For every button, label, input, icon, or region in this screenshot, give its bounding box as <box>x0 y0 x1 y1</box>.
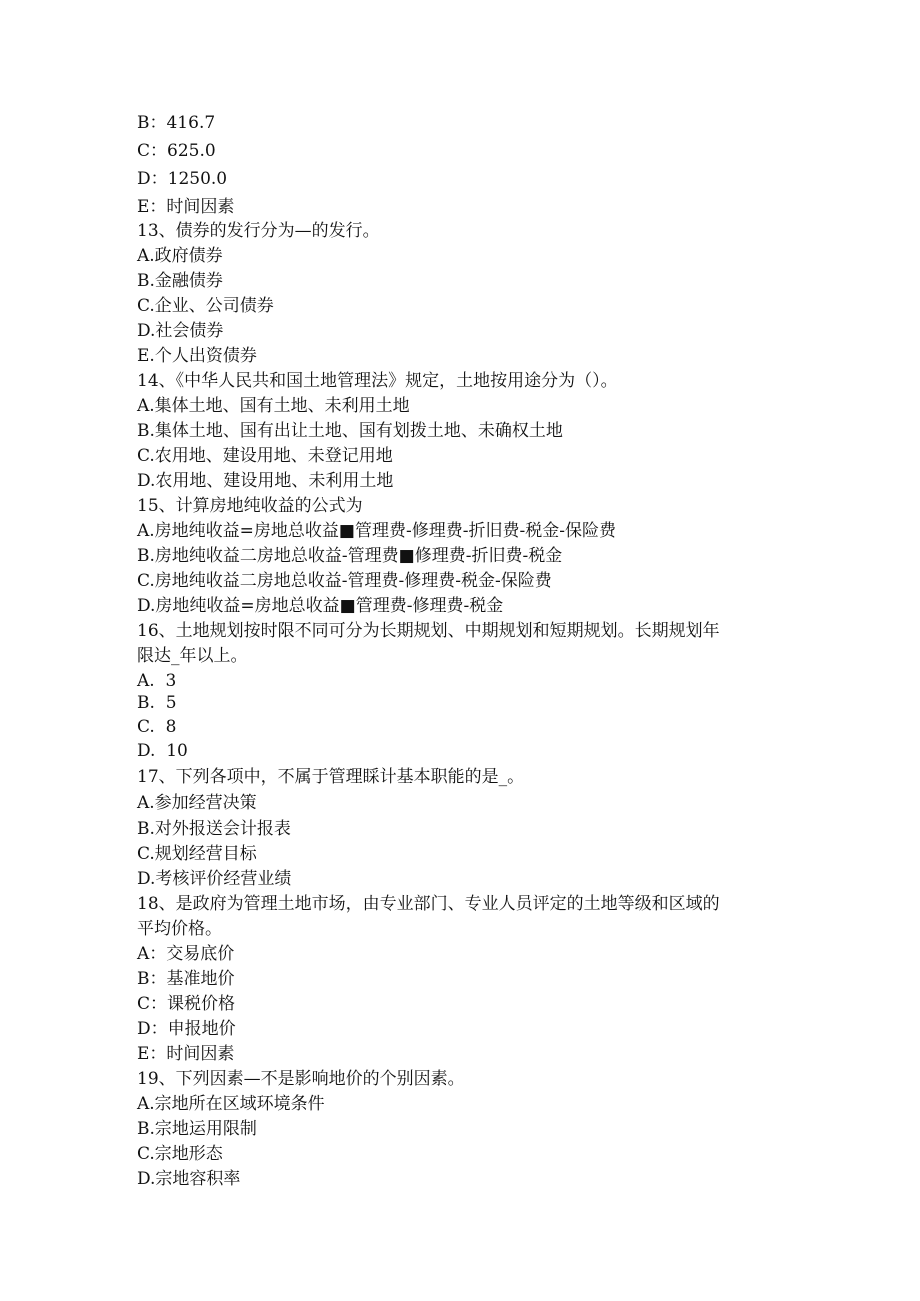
q19-option-c: C.宗地形态 <box>137 1144 223 1164</box>
q19-option-a: A.宗地所在区域环境条件 <box>137 1094 325 1114</box>
question-18-line-1: 18、是政府为管理土地市场，由专业部门、专业人员评定的土地等级和区域的 <box>137 894 720 914</box>
option-b-416: B：416.7 <box>137 113 216 133</box>
q17-option-c: C.规划经营目标 <box>137 844 257 864</box>
q18-option-c: C：课税价格 <box>137 994 236 1014</box>
q15-option-a: A.房地纯收益=房地总收益■管理费-修理费-折旧费-税金-保险费 <box>137 521 616 541</box>
q19-option-d: D.宗地容积率 <box>137 1169 241 1189</box>
q16-option-c: C. 8 <box>137 717 177 737</box>
question-14: 14、《中华人民共和国土地管理法》规定，土地按用途分为（）。 <box>137 371 618 391</box>
q18-option-e: E：时间因素 <box>137 1044 235 1064</box>
q18-option-d: D：申报地价 <box>137 1019 236 1039</box>
q14-option-d: D.农用地、建设用地、未利用土地 <box>137 471 394 491</box>
q19-option-b: B.宗地运用限制 <box>137 1119 257 1139</box>
question-18-line-2: 平均价格。 <box>137 919 222 939</box>
q13-option-c: C.企业、公司债券 <box>137 296 274 316</box>
option-d-1250: D：1250.0 <box>137 169 228 189</box>
q14-option-a: A.集体土地、国有土地、未利用土地 <box>137 396 410 416</box>
q18-option-b: B：基准地价 <box>137 969 235 989</box>
q16-option-a: A. 3 <box>137 671 177 691</box>
q13-option-d: D.社会债券 <box>137 321 224 341</box>
option-c-625: C：625.0 <box>137 141 216 161</box>
option-e-time-factor: E：时间因素 <box>137 197 235 217</box>
q17-option-a: A.参加经营决策 <box>137 793 257 813</box>
q13-option-e: E.个人出资债券 <box>137 346 257 366</box>
q14-option-b: B.集体土地、国有出让土地、国有划拨土地、未确权土地 <box>137 421 563 441</box>
q15-option-b: B.房地纯收益二房地总收益-管理费■修理费-折旧费-税金 <box>137 546 563 566</box>
q14-option-c: C.农用地、建设用地、未登记用地 <box>137 446 393 466</box>
q16-option-d: D. 10 <box>137 741 188 761</box>
question-16-line-2: 限达_年以上。 <box>137 646 248 666</box>
q15-option-d: D.房地纯收益=房地总收益■管理费-修理费-税金 <box>137 596 504 616</box>
question-16-line-1: 16、土地规划按时限不同可分为长期规划、中期规划和短期规划。长期规划年 <box>137 621 720 641</box>
q17-option-d: D.考核评价经营业绩 <box>137 869 292 889</box>
q15-option-c: C.房地纯收益二房地总收益-管理费-修理费-税金-保险费 <box>137 571 552 591</box>
q18-option-a: A：交易底价 <box>137 944 235 964</box>
q13-option-a: A.政府债券 <box>137 246 223 266</box>
question-13: 13、债券的发行分为—的发行。 <box>137 221 380 241</box>
q17-option-b: B.对外报送会计报表 <box>137 819 291 839</box>
q16-option-b: B. 5 <box>137 693 177 713</box>
question-15: 15、计算房地纯收益的公式为 <box>137 496 363 516</box>
question-17: 17、下列各项中，不属于管理睬计基本职能的是_。 <box>137 767 525 787</box>
q13-option-b: B.金融债券 <box>137 271 223 291</box>
question-19: 19、下列因素—不是影响地价的个别因素。 <box>137 1069 465 1089</box>
